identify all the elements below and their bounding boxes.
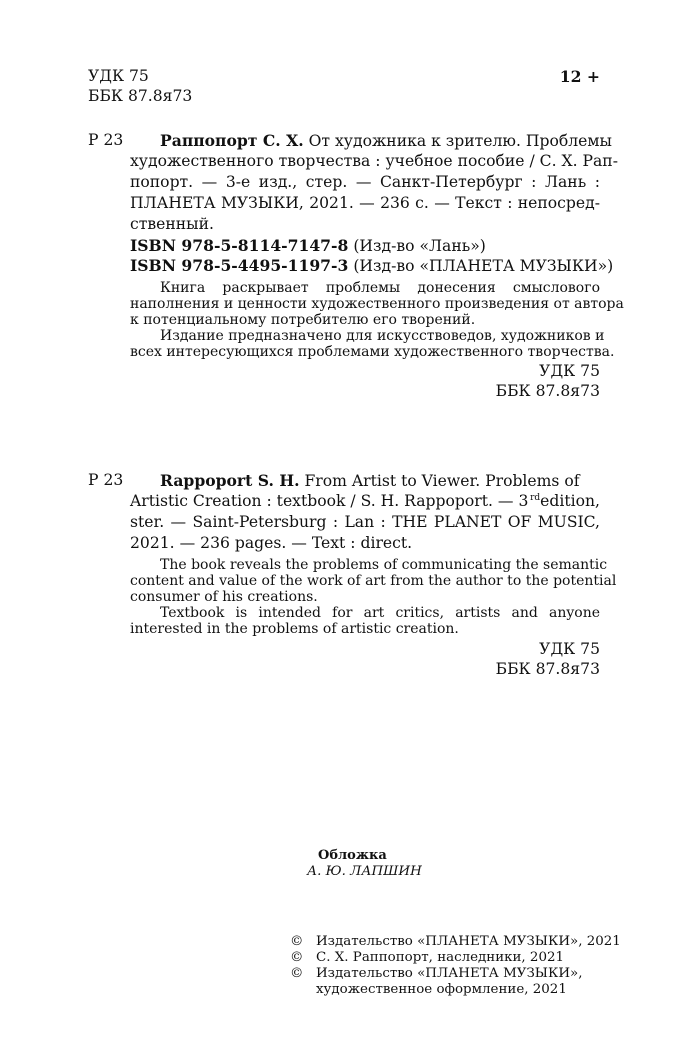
header-udk: УДК 75: [88, 67, 149, 85]
ru-abstract-line: Издание предназначено для искусствоведов, художников и: [160, 328, 605, 344]
ru-abstract-line: наполнения и ценности художественного произведения от автора: [130, 296, 624, 312]
cover-artist: А. Ю. ЛАПШИН: [307, 864, 422, 879]
en-abstract-line: interested in the problems of artistic creation.: [130, 621, 459, 637]
copyright-icon: ©: [290, 966, 304, 981]
en-biblio-line: 2021. — 236 pages. — Text : direct.: [130, 534, 413, 552]
en-classification-code: Р 23: [88, 471, 124, 489]
en-abstract-line: The book reveals the problems of communicating the semantic: [160, 557, 608, 573]
isbn-lan: ISBN 978-5-8114-7147-8 (Изд-во «Лань»): [130, 236, 486, 255]
ru-biblio-line: художественного творчества : учебное пособие / С. Х. Рап-: [130, 152, 618, 170]
ru-biblio-line: ПЛАНЕТА МУЗЫКИ, 2021. — 236 с. — Текст : непосред-: [130, 194, 600, 212]
copyright-icon: ©: [290, 934, 304, 949]
en-udk: УДК 75: [539, 640, 600, 658]
ru-author: Раппопорт С. Х.: [160, 131, 304, 150]
en-abstract-line: Textbook is intended for art critics, artists and anyone: [160, 605, 600, 621]
ru-biblio-line: ственный.: [130, 215, 214, 233]
ru-udk: УДК 75: [539, 362, 600, 380]
age-rating: 12 +: [559, 67, 600, 86]
en-biblio-line: Rappoport S. H. From Artist to Viewer. Problems of: [160, 471, 580, 490]
header-bbk: ББК 87.8я73: [88, 87, 193, 105]
en-abstract-line: consumer of his creations.: [130, 589, 318, 605]
copyright-icon: ©: [290, 950, 304, 965]
ru-bbk: ББК 87.8я73: [495, 382, 600, 400]
en-bbk: ББК 87.8я73: [495, 660, 600, 678]
en-biblio-line: ster. — Saint-Petersburg : Lan : THE PLANET OF MUSIC,: [130, 513, 600, 531]
en-abstract-line: content and value of the work of art from the author to the potential: [130, 573, 617, 589]
ru-abstract-line: Книга раскрывает проблемы донесения смыслового: [160, 280, 600, 296]
ru-abstract-line: к потенциальному потребителю его творений.: [130, 312, 476, 328]
copyright-line: © С. Х. Раппопорт, наследники, 2021: [290, 950, 565, 965]
copyright-line: художественное оформление, 2021: [316, 982, 567, 997]
copyright-line: © Издательство «ПЛАНЕТА МУЗЫКИ», 2021: [290, 934, 621, 949]
cover-label: Обложка: [318, 848, 387, 863]
ru-biblio-line: попорт. — 3-е изд., стер. — Санкт-Петербург : Лань :: [130, 173, 600, 191]
ru-abstract-line: всех интересующихся проблемами художественного творчества.: [130, 344, 615, 360]
ru-classification-code: Р 23: [88, 131, 124, 149]
en-author: Rappoport S. H.: [160, 471, 300, 490]
isbn-planeta: ISBN 978-5-4495-1197-3 (Изд-во «ПЛАНЕТА МУЗЫКИ»): [130, 256, 614, 275]
ru-biblio-line: Раппопорт С. Х. От художника к зрителю. Проблемы: [160, 131, 612, 150]
en-biblio-line: Artistic Creation : textbook / S. H. Rappoport. — 3 $^{rd}$edition,: [130, 492, 600, 510]
copyright-line: © Издательство «ПЛАНЕТА МУЗЫКИ»,: [290, 966, 583, 981]
